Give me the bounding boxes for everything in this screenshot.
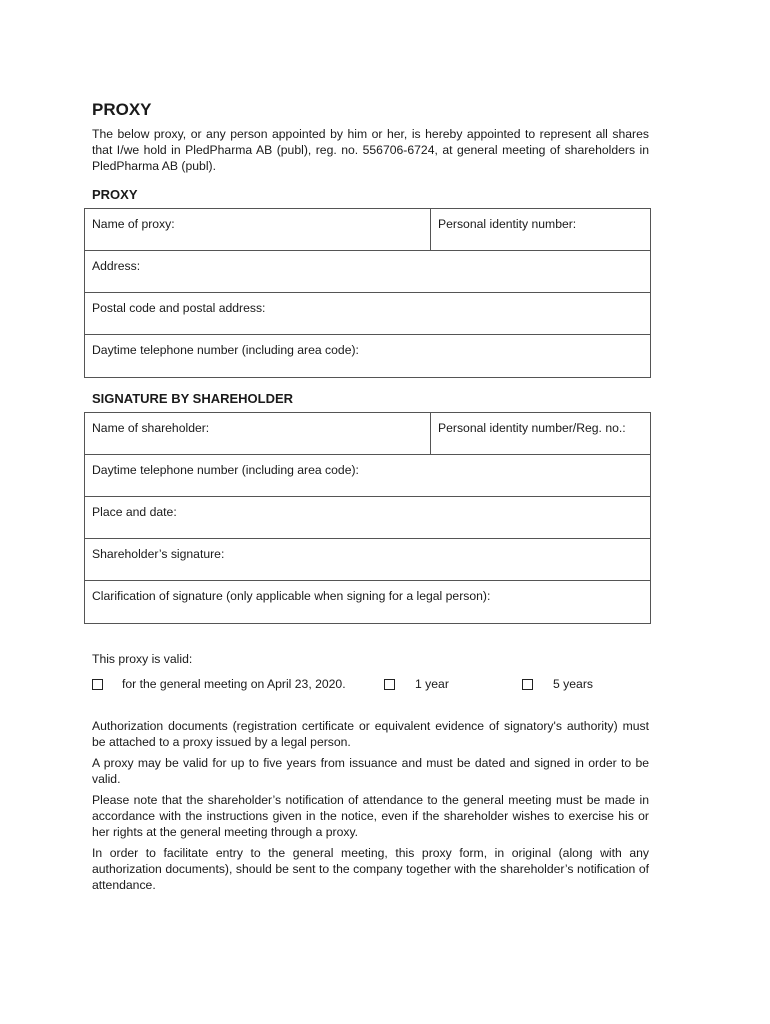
one-year-option-label: 1 year	[415, 677, 449, 691]
note-authorization: Authorization documents (registration certificate or equivalent evidence of signatory's authority) must be attached to a proxy issued by a legal person.	[92, 719, 649, 749]
general-meeting-option-label: for the general meeting on April 23, 2020.	[122, 677, 346, 691]
proxy-name-label: Name of proxy:	[92, 217, 175, 231]
place-date-field[interactable]	[85, 497, 650, 538]
page-title: PROXY	[92, 100, 152, 119]
proxy-section-heading: PROXY	[92, 187, 138, 202]
five-years-option-label: 5 years	[553, 677, 593, 691]
shareholder-name-label: Name of shareholder:	[92, 421, 210, 435]
proxy-postal-label: Postal code and postal address:	[92, 301, 266, 315]
option-general-meeting[interactable]	[92, 677, 346, 691]
option-5-years[interactable]	[522, 677, 593, 691]
proxy-phone-row	[85, 335, 650, 377]
shareholder-phone-field[interactable]	[85, 455, 650, 496]
one-year-checkbox[interactable]	[384, 679, 395, 690]
proxy-pin-label: Personal identity number:	[438, 217, 577, 231]
validity-options	[92, 677, 652, 697]
proxy-name-field[interactable]	[85, 209, 431, 250]
shareholder-phone-label: Daytime telephone number (including area code):	[92, 463, 359, 477]
signature-row	[85, 539, 650, 581]
shareholder-name-field[interactable]	[85, 413, 431, 454]
general-meeting-checkbox[interactable]	[92, 679, 103, 690]
proxy-postal-row	[85, 293, 650, 335]
place-date-label: Place and date:	[92, 505, 177, 519]
shareholder-name-row	[85, 413, 650, 455]
note-attendance: Please note that the shareholder’s notification of attendance to the general meeting must be made in accordance with the instructions given in the notice, even if the shareholder wishes to exercise his or her rights at the general meeting through a proxy.	[92, 793, 649, 839]
proxy-details-box	[84, 208, 651, 378]
clarification-row	[85, 581, 650, 623]
proxy-name-row	[85, 209, 650, 251]
note-validity-period: A proxy may be valid for up to five years from issuance and must be dated and signed in order to be valid.	[92, 756, 649, 786]
signature-field[interactable]	[85, 539, 650, 580]
proxy-address-row	[85, 251, 650, 293]
shareholder-phone-row	[85, 455, 650, 497]
clarification-label: Clarification of signature (only applicable when signing for a legal person):	[92, 589, 491, 603]
clarification-field[interactable]	[85, 581, 650, 623]
note-entry: In order to facilitate entry to the general meeting, this proxy form, in original (along with any authorization documents), should be sent to the company together with the shareholder’s notification of attendance.	[92, 846, 649, 892]
option-1-year[interactable]	[384, 677, 449, 691]
place-date-row	[85, 497, 650, 539]
signature-section-heading: SIGNATURE BY SHAREHOLDER	[92, 391, 294, 406]
proxy-address-field[interactable]	[85, 251, 650, 292]
shareholder-pin-field[interactable]	[431, 413, 650, 454]
proxy-phone-label: Daytime telephone number (including area code):	[92, 343, 359, 357]
shareholder-pin-label: Personal identity number/Reg. no.:	[438, 421, 626, 435]
five-years-checkbox[interactable]	[522, 679, 533, 690]
notes-section	[92, 718, 649, 898]
proxy-pin-field[interactable]	[431, 209, 650, 250]
signature-details-box	[84, 412, 651, 624]
proxy-phone-field[interactable]	[85, 335, 650, 377]
proxy-address-label: Address:	[92, 259, 141, 273]
signature-label: Shareholder’s signature:	[92, 547, 225, 561]
validity-label: This proxy is valid:	[92, 652, 193, 666]
proxy-postal-field[interactable]	[85, 293, 650, 334]
intro-paragraph: The below proxy, or any person appointed by him or her, is hereby appointed to represent all shares that I/we hold in PledPharma AB (publ), reg. no. 556706-6724, at general meeting of shareholders in PledPharma AB (publ).	[92, 127, 649, 173]
